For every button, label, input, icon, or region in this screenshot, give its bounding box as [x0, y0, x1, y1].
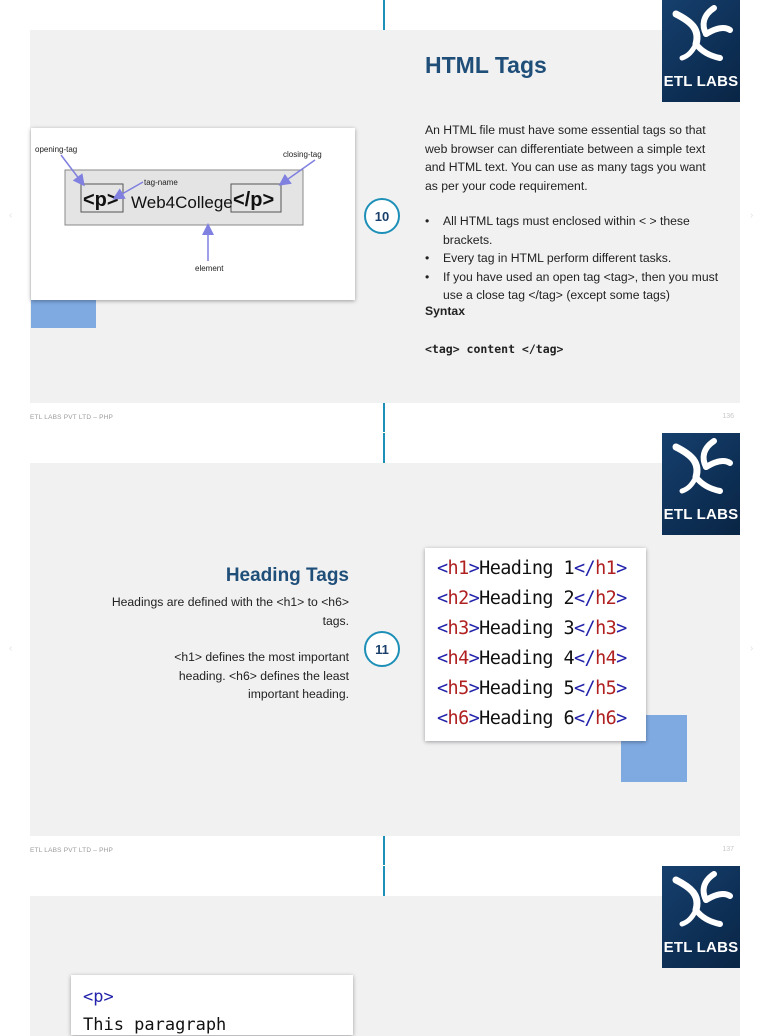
heading-paragraph: <h1> defines the most important heading. <h6> defines the least important heading.	[174, 650, 349, 701]
open-tag-text: <p>	[83, 189, 119, 211]
tag-name-label: tag-name	[144, 178, 178, 187]
logo-text: ETL LABS	[663, 73, 739, 90]
heading-code-sample	[425, 548, 646, 741]
code-line: This paragraph	[83, 1015, 227, 1035]
close-tag-text: </p>	[233, 189, 275, 211]
etl-labs-logo	[662, 0, 740, 102]
slide-number-badge: 11	[364, 631, 400, 667]
content-text: Web4College	[131, 193, 233, 212]
heading-paragraph: Headings are defined with the <h1> to <h6> tags.	[111, 595, 349, 628]
code-line: <h6>Heading 6</h6>	[437, 708, 627, 729]
code-line: <h3>Heading 3</h3>	[437, 618, 627, 639]
bullet-icon: •	[425, 251, 430, 265]
page-number: 137	[722, 846, 734, 853]
etl-labs-logo	[662, 433, 740, 535]
etl-labs-logo	[662, 866, 740, 968]
bullet-list	[425, 212, 725, 305]
tag-anatomy-figure	[31, 128, 355, 300]
intro-paragraph: An HTML file must have some essential tags so that web browser can differentiate between a simple text and HTML text. You can use as many tags you want as per your code requirement.	[425, 123, 706, 193]
list-item: • If you have used an open tag <tag>, then you must use a close tag </tag> (except some tags)	[425, 269, 719, 302]
prev-arrow-icon[interactable]: ‹	[9, 210, 13, 221]
syntax-label: Syntax	[425, 304, 465, 318]
next-arrow-icon[interactable]: ›	[750, 210, 754, 221]
closing-tag-label: closing-tag	[283, 150, 322, 159]
page-number: 136	[722, 413, 734, 420]
prev-arrow-icon[interactable]: ‹	[9, 643, 13, 654]
slide-number-badge: 10	[364, 198, 400, 234]
bullet-icon: •	[425, 214, 430, 228]
list-item: • All HTML tags must enclosed within < > these brackets.	[425, 214, 690, 247]
code-line: <p>	[83, 987, 114, 1007]
footer-company: ETL LABS PVT LTD – PHP	[30, 414, 114, 421]
element-label: element	[195, 264, 224, 273]
logo-text: ETL LABS	[663, 506, 739, 523]
list-item: • Every tag in HTML perform different tasks.	[425, 249, 725, 268]
code-line: <h5>Heading 5</h5>	[437, 678, 627, 699]
opening-tag-label: opening-tag	[35, 145, 78, 154]
bullet-icon: •	[425, 269, 430, 284]
code-line: <h1>Heading 1</h1>	[437, 558, 627, 579]
next-arrow-icon[interactable]: ›	[750, 643, 754, 654]
code-line: <h4>Heading 4</h4>	[437, 648, 627, 669]
slide-title: Heading Tags	[225, 565, 349, 586]
logo-text: ETL LABS	[663, 939, 739, 956]
footer-company: ETL LABS PVT LTD – PHP	[30, 847, 114, 854]
paragraph-code-sample	[71, 975, 353, 1035]
tag-anatomy-diagram	[31, 128, 355, 300]
slide-title: HTML Tags	[425, 52, 547, 78]
syntax-code: <tag> content </tag>	[425, 342, 564, 356]
code-line: <h2>Heading 2</h2>	[437, 588, 627, 609]
